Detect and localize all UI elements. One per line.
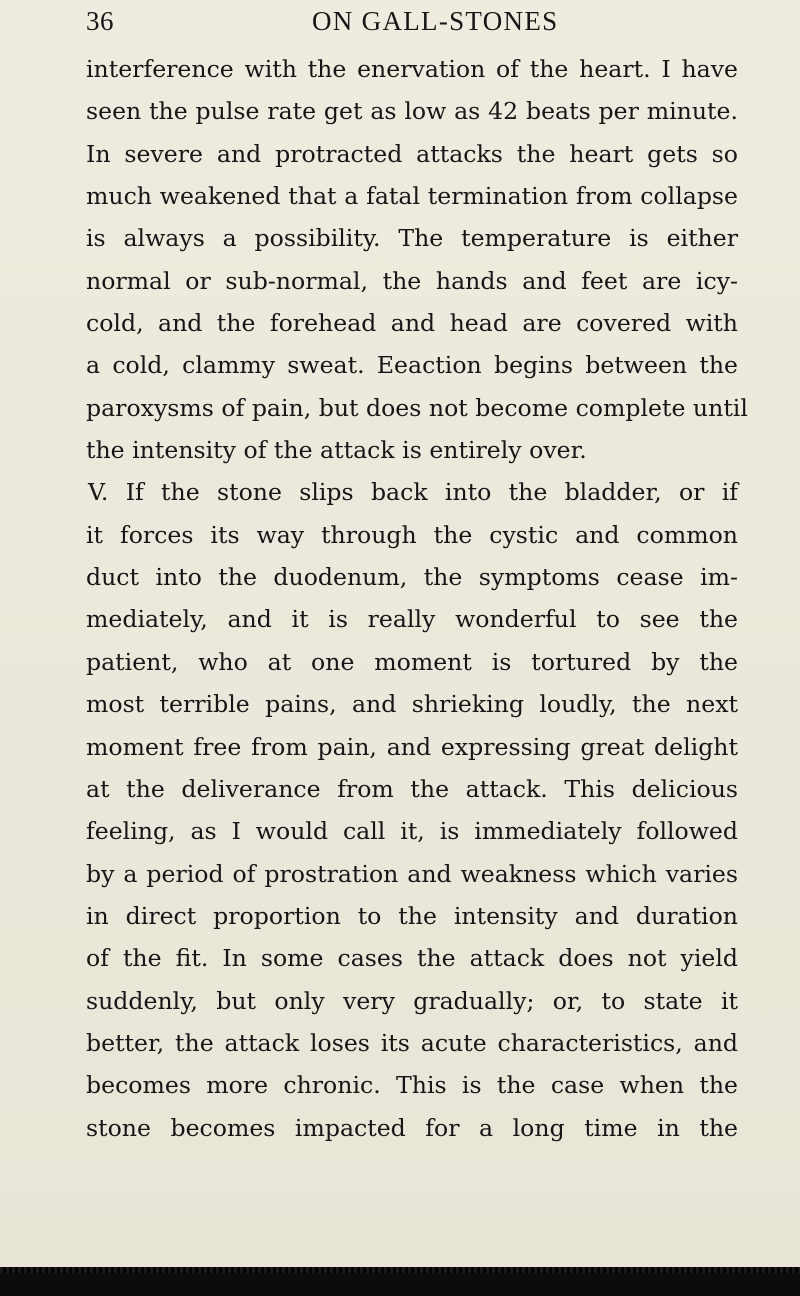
running-head: ON GALL-STONES bbox=[312, 6, 559, 36]
page-header bbox=[86, 4, 738, 38]
text-line: by a period of prostration and weakness which varies bbox=[86, 859, 738, 888]
text-line: paroxysms of pain, but does not become complete until bbox=[86, 393, 748, 422]
text-line: cold, and the forehead and head are covered with bbox=[86, 309, 738, 338]
body-text bbox=[86, 48, 748, 1149]
text-line: is always a possibility. The temperature is either bbox=[86, 224, 738, 253]
text-line: duct into the duodenum, the symptoms cease im- bbox=[86, 563, 738, 592]
text-line: it forces its way through the cystic and common bbox=[86, 520, 738, 549]
text-line: in direct proportion to the intensity and duration bbox=[86, 901, 738, 930]
scan-bottom-edge bbox=[0, 1267, 800, 1296]
text-line: better, the attack loses its acute characteristics, and bbox=[86, 1028, 738, 1057]
text-line: moment free from pain, and expressing great delight bbox=[86, 732, 738, 761]
page-number: 36 bbox=[86, 6, 114, 36]
text-line: interference with the enervation of the heart. I have bbox=[86, 55, 738, 83]
text-line: suddenly, but only very gradually; or, to state it bbox=[86, 986, 738, 1015]
text-line: mediately, and it is really wonderful to see the bbox=[86, 605, 738, 634]
text-line: feeling, as I would call it, is immediately followed bbox=[86, 817, 738, 846]
text-line: of the fit. In some cases the attack does not yield bbox=[86, 944, 738, 973]
text-line: a cold, clammy sweat. Eeaction begins between the bbox=[86, 351, 738, 380]
text-line: In severe and protracted attacks the heart gets so bbox=[86, 139, 738, 168]
text-line: normal or sub-normal, the hands and feet are icy- bbox=[86, 266, 738, 295]
text-line: seen the pulse rate get as low as 42 beats per minute. bbox=[86, 97, 738, 126]
text-line: becomes more chronic. This is the case when the bbox=[86, 1071, 738, 1100]
text-line: patient, who at one moment is tortured by the bbox=[86, 647, 738, 676]
text-line: at the deliverance from the attack. This delicious bbox=[86, 774, 738, 803]
text-line: V. If the stone slips back into the bladder, or if bbox=[88, 478, 738, 507]
text-line: the intensity of the attack is entirely over. bbox=[86, 436, 587, 465]
text-line: stone becomes impacted for a long time in the bbox=[86, 1113, 738, 1142]
text-line: much weakened that a fatal termination from collapse bbox=[86, 182, 738, 211]
text-line: most terrible pains, and shrieking loudly, the next bbox=[86, 690, 738, 719]
